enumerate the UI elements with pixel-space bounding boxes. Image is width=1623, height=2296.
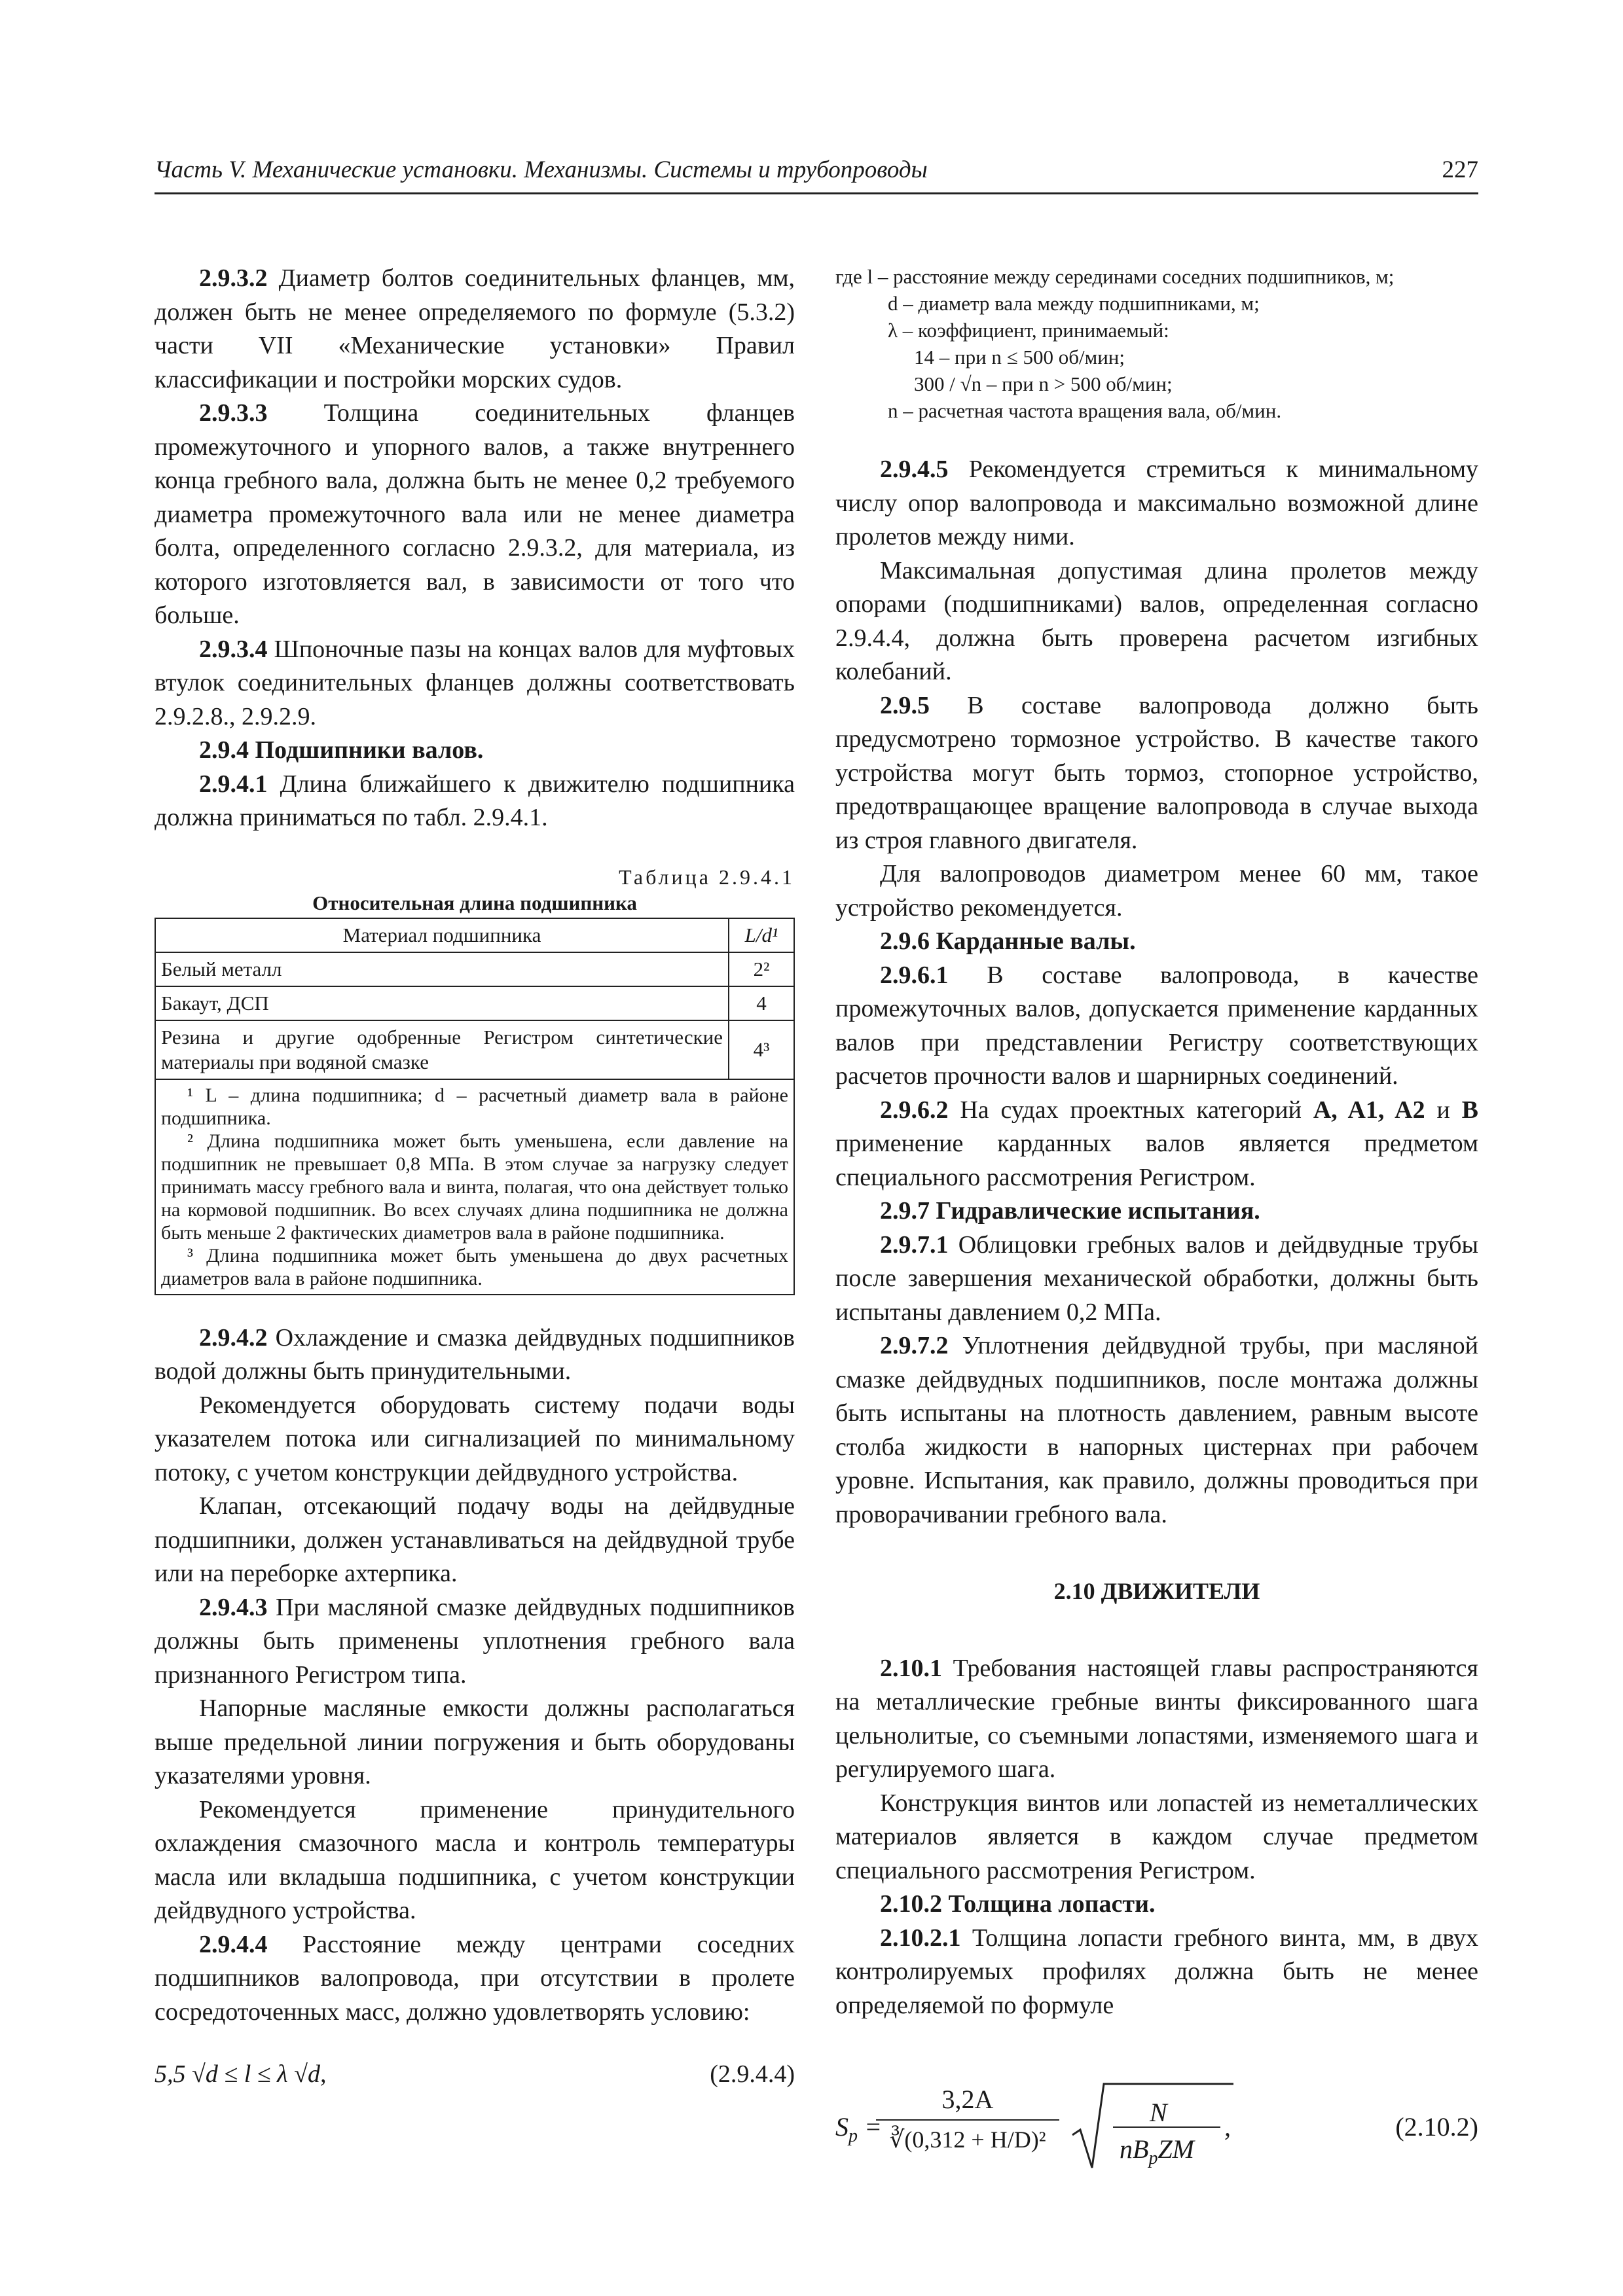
- table-title: Относительная длина подшипника: [312, 891, 637, 914]
- paragraph-2-9-4-3: 2.9.4.3 При масляной смазке дейдвудных подшипников должны быть применены уплотнения гребного вала признанного Регистром типа.: [155, 1593, 795, 1689]
- legend-line: 300 / √n – при n > 500 об/мин;: [914, 372, 1173, 395]
- heading-2-9-7: 2.9.7 Гидравлические испытания.: [880, 1197, 1260, 1225]
- paragraph-2-9-7-2: 2.9.7.2 Уплотнения дейдвудной трубы, при масляной смазке дейдвудных подшипников, после монтажа должны быть испытаны на плотность давлением, равным высоте столба жидкости в напорных цистернах при рабочем уровне. Испытания, как правило, должны проводиться при проворачивании гребного вала.: [835, 1332, 1478, 1528]
- paragraph-2-9-7-1: 2.9.7.1 Облицовки гребных валов и дейдвудные трубы после завершения механической обработки, должны быть испытаны давлением 0,2 МПа.: [835, 1230, 1478, 1326]
- page-number: 227: [1442, 156, 1478, 183]
- formula-number: (2.10.2): [1395, 2112, 1478, 2142]
- formula-comma: ,: [1224, 2112, 1231, 2142]
- paragraph-2-9-4-2: 2.9.4.2 Охлаждение и смазка дейдвудных подшипников водой должны быть принудительными.: [155, 1323, 795, 1385]
- formula-numerator: 3,2A: [876, 2083, 1059, 2121]
- table-header-row: [155, 918, 794, 952]
- formula-legend: [835, 263, 1478, 424]
- paragraph: Рекомендуется оборудовать систему подачи воды указателем потока или сигнализацией по минимальному потоку, с учетом конструкции дейдвудного устройства.: [155, 1391, 795, 1486]
- heading-2-9-6: 2.9.6 Карданные валы.: [880, 927, 1136, 955]
- formula-expression: 5,5 √d ≤ l ≤ λ √d,: [155, 2060, 327, 2088]
- paragraph: Для валопроводов диаметром менее 60 мм, такое устройство рекомендуется.: [835, 860, 1478, 922]
- paragraph-2-9-5: 2.9.5 В составе валопровода должно быть предусмотрено тормозное устройство. В качестве такого устройства могут быть тормоз, стопорное устройство, предотвращающее вращение валопровода в случае выхода из строя главного двигателя.: [835, 691, 1478, 854]
- paragraph: Напорные масляные емкости должны располагаться выше предельной линии погружения и быть оборудованы указателями уровня.: [155, 1695, 795, 1789]
- legend-line: где l – расстояние между серединами соседних подшипников, м;: [835, 265, 1395, 288]
- paragraph-2-9-4-5: 2.9.4.5 Рекомендуется стремиться к минимальному числу опор валопровода и максимально возможной длине пролетов между ними.: [835, 456, 1478, 550]
- paragraph-2-9-3-4: 2.9.3.4 Шпоночные пазы на концах валов для муфтовых втулок соединительных фланцев должны соответствовать 2.9.2.8., 2.9.2.9.: [155, 635, 795, 730]
- table-note-3: ³ Длина подшипника может быть уменьшена до двух расчетных диаметров вала в районе подшипника.: [161, 1244, 788, 1289]
- paragraph: Максимальная допустимая длина пролетов между опорами (подшипниками) валов, определенная согласно 2.9.4.4, должна быть проверена расчетом изгибных колебаний.: [835, 556, 1478, 685]
- table-header-ratio: L/d¹: [729, 918, 794, 952]
- formula-lhs: $S_p$ =: [835, 2112, 882, 2146]
- table-notes-row: [155, 1079, 794, 1295]
- formula-2-9-4-4: [155, 2058, 795, 2092]
- paragraph: Рекомендуется применение принудительного охлаждения смазочного масла и контроль температуры масла или вкладыша подшипника, с учетом конструкции дейдвудного устройства.: [155, 1795, 795, 1924]
- formula-radicand-top: N: [1150, 2098, 1167, 2127]
- paragraph-2-9-6-1: 2.9.6.1 В составе валопровода, в качестве промежуточных валов, допускается применение карданных валов при представлении Регистру соответствующих расчетов прочности валов и шарнирных соединений.: [835, 961, 1478, 1090]
- table-caption: Таблица 2.9.4.1: [619, 865, 795, 889]
- paragraph-2-10-2-1: 2.10.2.1 Толщина лопасти гребного винта, мм, в двух контролируемых профилях должна быть не менее определяемой по формуле: [835, 1924, 1478, 2019]
- formula-number: (2.9.4.4): [710, 2060, 795, 2088]
- legend-line: λ – коэффициент, принимаемый:: [888, 319, 1169, 342]
- legend-line: d – диаметр вала между подшипниками, м;: [888, 292, 1260, 315]
- table-header-material: Материал подшипника: [155, 918, 729, 952]
- paragraph-2-9-3-3: 2.9.3.3 Толщина соединительных фланцев промежуточного и упорного валов, а также внутреннего конца гребного вала, должна быть не менее 0,2 требуемого диаметра промежуточного вала или не менее диаметра болта, определенного согласно 2.9.3.2, для материала, из которого изготовляется вал, в зависимости от того что больше.: [155, 399, 795, 629]
- paragraph-2-9-4-4: 2.9.4.4 Расстояние между центрами соседних подшипников валопровода, при отсутствии в пролете сосредоточенных масс, должно удовлетворять условию:: [155, 1930, 795, 2026]
- formula-fraction: [876, 2083, 1059, 2157]
- formula-denominator: ∛(0,312 + H/D)²: [889, 2126, 1046, 2153]
- left-column: [155, 262, 795, 2092]
- table-note-1: ¹ L – длина подшипника; d – расчетный диаметр вала в районе подшипника.: [161, 1084, 788, 1129]
- paragraph-2-9-4-1: 2.9.4.1 Длина ближайшего к движителю подшипника должна приниматься по табл. 2.9.4.1.: [155, 770, 795, 831]
- right-column: [835, 262, 1478, 2174]
- heading-2-10-2: 2.10.2 Толщина лопасти.: [880, 1890, 1156, 1918]
- paragraph: Конструкция винтов или лопастей из неметаллических материалов является в каждом случае предметом специального рассмотрения Регистром.: [835, 1789, 1478, 1884]
- paragraph-2-10-1: 2.10.1 Требования настоящей главы распространяются на металлические гребные винты фиксированного шага цельнолитые, со съемными лопастями, изменяемого шага и регулируемого шага.: [835, 1654, 1478, 1783]
- table-row: Резина и другие одобренные Регистром синтетические материалы при водяной смазке 4³: [155, 1020, 794, 1079]
- running-title: Часть V. Механические установки. Механизмы. Системы и трубопроводы: [155, 156, 928, 183]
- table-row: Белый металл 2²: [155, 952, 794, 986]
- paragraph-2-9-3-2: 2.9.3.2 Диаметр болтов соединительных фланцев, мм, должен быть не менее определяемого по формуле (5.3.2) части VII «Механические установки» Правил классификации и постройки морских судов.: [155, 264, 795, 393]
- section-heading-2-10: 2.10 ДВИЖИТЕЛИ: [1053, 1578, 1260, 1604]
- heading-2-9-4: 2.9.4 Подшипники валов.: [199, 736, 484, 764]
- bearing-length-table: [155, 918, 795, 1295]
- table-row: Бакаут, ДСП 4: [155, 986, 794, 1020]
- page-header: [155, 156, 1478, 194]
- legend-line: 14 – при n ≤ 500 об/мин;: [914, 346, 1125, 368]
- paragraph: Клапан, отсекающий подачу воды на дейдвудные подшипники, должен устанавливаться на дейдвудной трубе или на переборке ахтерпика.: [155, 1492, 795, 1587]
- paragraph-2-9-6-2: 2.9.6.2 На судах проектных категорий A, A1, A2 и B применение карданных валов является предметом специального рассмотрения Регистром.: [835, 1096, 1478, 1191]
- legend-line: n – расчетная частота вращения вала, об/мин.: [888, 399, 1282, 422]
- formula-2-10-2: [835, 2076, 1478, 2174]
- table-note-2: ² Длина подшипника может быть уменьшена, если давление на подшипник не превышает 0,8 МПа. В этом случае за нагрузку следует принимать массу гребного вала и винта, полагая, что она действует только на кормовой подшипник. Во всех случаях длина подшипника не должна быть меньше 2 фактических диаметров вала в районе подшипника.: [161, 1130, 788, 1244]
- formula-radicand-bottom: $nB_pZM$: [1120, 2134, 1195, 2168]
